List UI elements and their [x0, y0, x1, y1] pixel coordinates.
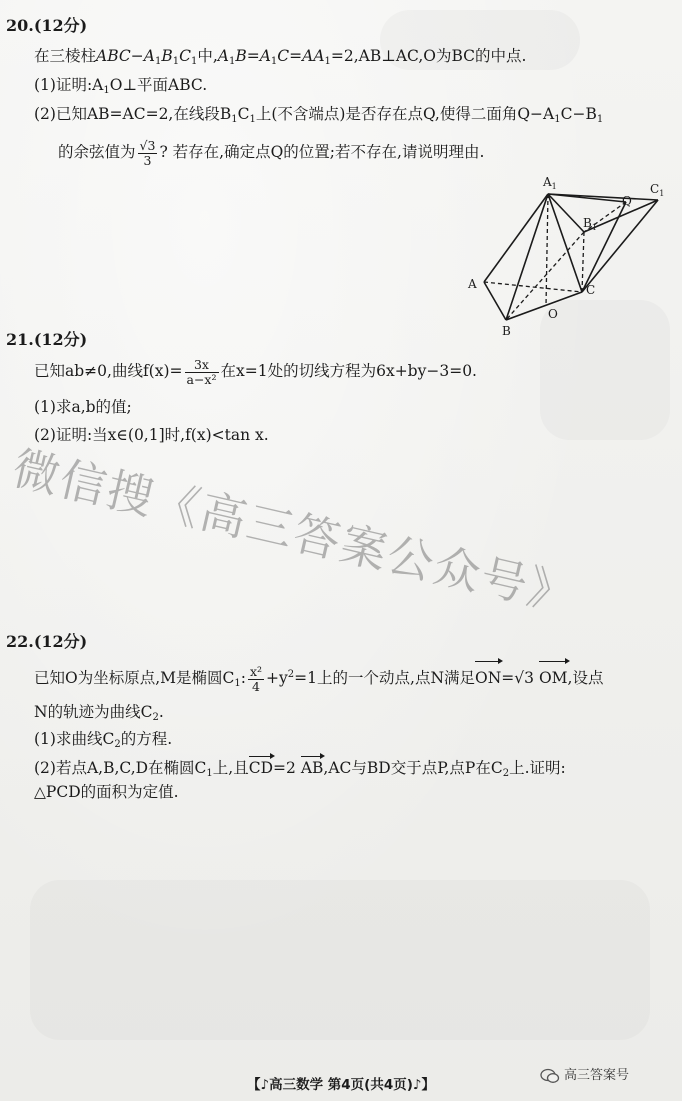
edge-a-b — [484, 282, 506, 320]
q20-part2: (2)已知AB=AC=2,在线段$B_1C_1$上(不含端点)是否存在点Q,使得二面角$Q-A_1C-B_1$ — [34, 105, 604, 125]
vector-cd: CD — [249, 756, 273, 778]
bleed-through — [30, 880, 650, 1040]
edge-a1-b — [506, 194, 548, 320]
q20-number: 20. — [6, 16, 34, 35]
q22-part2-cont: △PCD的面积为定值. — [34, 783, 179, 801]
q21-number: 21. — [6, 330, 34, 349]
edge-b1-b-hidden — [506, 232, 584, 320]
fx-fraction: $\frac{3x}{\text{a−x²}}$ — [186, 356, 217, 387]
q21-stem: 已知ab≠0,曲线f(x)= $\frac{3x}{\text{a−x²}}$ 在x=1处的切线方程为6x+by−3=0. — [34, 356, 477, 387]
label-a1: $A_1$ — [543, 175, 557, 191]
label-a: A — [468, 277, 477, 291]
ellipse-fraction: $\frac{\text{x²}}{4}$ — [249, 663, 263, 694]
vector-on: ON — [475, 661, 501, 693]
q22-part1: (1)求曲线$C_2$的方程. — [34, 730, 173, 750]
watermark-text: 微信搜《高三答案公众号》 — [7, 440, 582, 623]
q22-stem: 已知O为坐标原点,M是椭圆$C_1$: $\frac{\text{x²}}{4}$ $+y^2=1$上的一个动点,点N满足ON=√3 OM,设点 — [34, 660, 603, 699]
label-b1: $B_1$ — [583, 216, 597, 232]
vector-ab: AB — [301, 756, 324, 778]
footer-brand-label: 高三答案号 — [564, 1068, 630, 1083]
edge-b1-c-hidden — [582, 232, 584, 292]
q20-stem: 在三棱柱$ABC-A_1B_1C_1$中$,A_1B=A_1C=AA_1=2,AB\perp AC,O$为BC的中点. — [34, 47, 527, 67]
q20-part2-cont: 的余弦值为 $\frac{√3}{3}$ ? 若存在,确定点Q的位置;若不存在,请说明理由. — [58, 137, 485, 168]
edge-b-c — [506, 292, 582, 320]
q21-part2: (2)证明:当x∈(0,1]时,f(x)<tan x. — [34, 426, 269, 444]
edge-a1-a — [484, 194, 548, 282]
page-footer: 【♪高三数学 第4页(共4页)♪】 — [246, 1077, 436, 1093]
q21-header — [6, 330, 87, 350]
footer-brand — [540, 1064, 629, 1084]
edge-a1-o-hidden — [546, 194, 548, 306]
prism-figure — [460, 172, 675, 344]
q20-score: (12分) — [33, 16, 88, 35]
q21-score: (12分) — [33, 330, 88, 349]
edge-a1-b1 — [548, 194, 584, 232]
q22-stem-cont: N的轨迹为曲线$C_2$. — [34, 703, 164, 723]
q22-number: 22. — [6, 632, 34, 651]
q22-header — [6, 632, 87, 652]
chat-bubble-icon — [540, 1068, 560, 1084]
label-q: Q — [622, 194, 632, 208]
q21-part1: (1)求a,b的值; — [34, 398, 132, 416]
q22-score: (12分) — [33, 632, 88, 651]
label-b: B — [502, 324, 511, 338]
edge-a1-c — [548, 194, 582, 292]
label-o: O — [548, 307, 558, 321]
label-c1: $C_1$ — [650, 182, 665, 198]
cos-fraction: $\frac{√3}{3}$ — [139, 137, 156, 168]
vector-om: OM — [539, 661, 568, 693]
q20-header — [6, 16, 87, 36]
label-c: C — [586, 283, 596, 297]
q22-part2: (2)若点A,B,C,D在椭圆$C_1$上,且CD=2 AB,AC与BD交于点P,点P在$C_2$上.证明: — [34, 756, 566, 784]
q20-part1: (1)证明$:A_1O\perp$平面ABC. — [34, 76, 208, 96]
